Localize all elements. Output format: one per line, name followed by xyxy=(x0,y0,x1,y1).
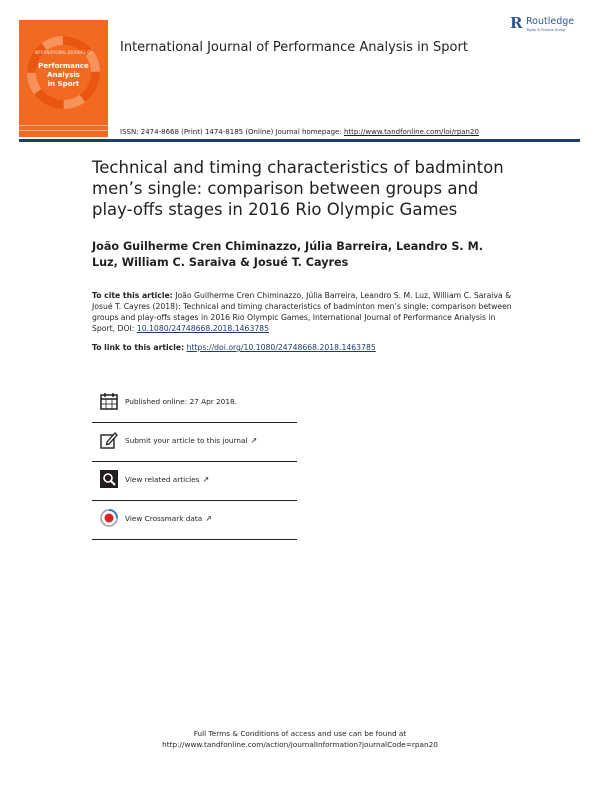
related-articles-link[interactable]: View related articles ↗ xyxy=(125,475,210,484)
journal-homepage-link[interactable]: http://www.tandfonline.com/loi/rpan20 xyxy=(343,128,479,136)
related-articles-row[interactable] xyxy=(92,462,297,501)
edit-icon xyxy=(100,431,118,449)
routledge-r-icon: R xyxy=(510,14,523,32)
article-link-label: To link to this article: xyxy=(92,343,185,352)
external-link-icon: ↗ xyxy=(202,475,210,484)
external-link-icon: ↗ xyxy=(205,514,212,523)
publisher-tagline: Taylor & Francis Group xyxy=(526,28,566,32)
cover-kicker: INTERNATIONAL JOURNAL OF xyxy=(34,50,93,55)
authors: João Guilherme Cren Chiminazzo, Júlia Barreira, Leandro S. M. Luz, William C. Saraiva & Josué T. Cayres xyxy=(92,240,483,269)
terms-footer xyxy=(100,728,500,750)
article-actions xyxy=(92,384,297,540)
citation xyxy=(92,290,517,334)
header-divider xyxy=(19,139,580,142)
journal-cover-image xyxy=(19,20,108,137)
external-link-icon: ↗ xyxy=(250,436,258,445)
terms-text: Full Terms & Conditions of access and use can be found at xyxy=(193,729,407,738)
submit-article-link[interactable]: Submit your article to this journal ↗ xyxy=(125,436,258,445)
crossmark-icon xyxy=(100,509,118,527)
article-link-line xyxy=(92,343,376,352)
doi-link[interactable]: 10.1080/24748668.2018.1463785 xyxy=(136,324,270,333)
citation-text: João Guilherme Cren Chiminazzo, Júlia Barreira, Leandro S. M. Luz, William C. Saraiva & Josué T. Cayres (2018): Technical and timing characteristics of badminton men’s single: comparison between groups and play-offs stages in 2016 Rio Olympic Games, International Journal of Performance Analysis in Sport, DOI: xyxy=(92,291,512,333)
journal-title: International Journal of Performance Analysis in Sport xyxy=(120,40,468,55)
crossmark-link[interactable]: View Crossmark data ↗ xyxy=(125,514,212,523)
submit-article-row[interactable] xyxy=(92,423,297,462)
issn-line xyxy=(120,128,479,136)
published-online-row xyxy=(92,384,297,423)
article-title: Technical and timing characteristics of badminton men’s single: comparison between groups and play-offs stages in 2016 Rio Olympic Games xyxy=(92,158,504,219)
routledge-logo xyxy=(510,15,590,45)
citation-label: To cite this article: xyxy=(92,291,173,300)
cover-line xyxy=(19,125,108,126)
issn-text: ISSN: 2474-8668 (Print) 1474-8185 (Online) Journal homepage: xyxy=(120,128,342,136)
published-online-text: Published online: 27 Apr 2018. xyxy=(125,397,237,406)
crossmark-row[interactable] xyxy=(92,501,297,540)
cover-line xyxy=(19,130,108,131)
cover-title: Performance Analysis in Sport xyxy=(38,62,89,88)
publisher-name: Routledge xyxy=(526,16,575,27)
article-doi-url[interactable]: https://doi.org/10.1080/24748668.2018.1463785 xyxy=(186,343,376,352)
calendar-icon xyxy=(100,392,118,410)
search-icon xyxy=(100,470,118,488)
terms-url[interactable]: http://www.tandfonline.com/action/journalInformation?journalCode=rpan20 xyxy=(162,740,438,749)
